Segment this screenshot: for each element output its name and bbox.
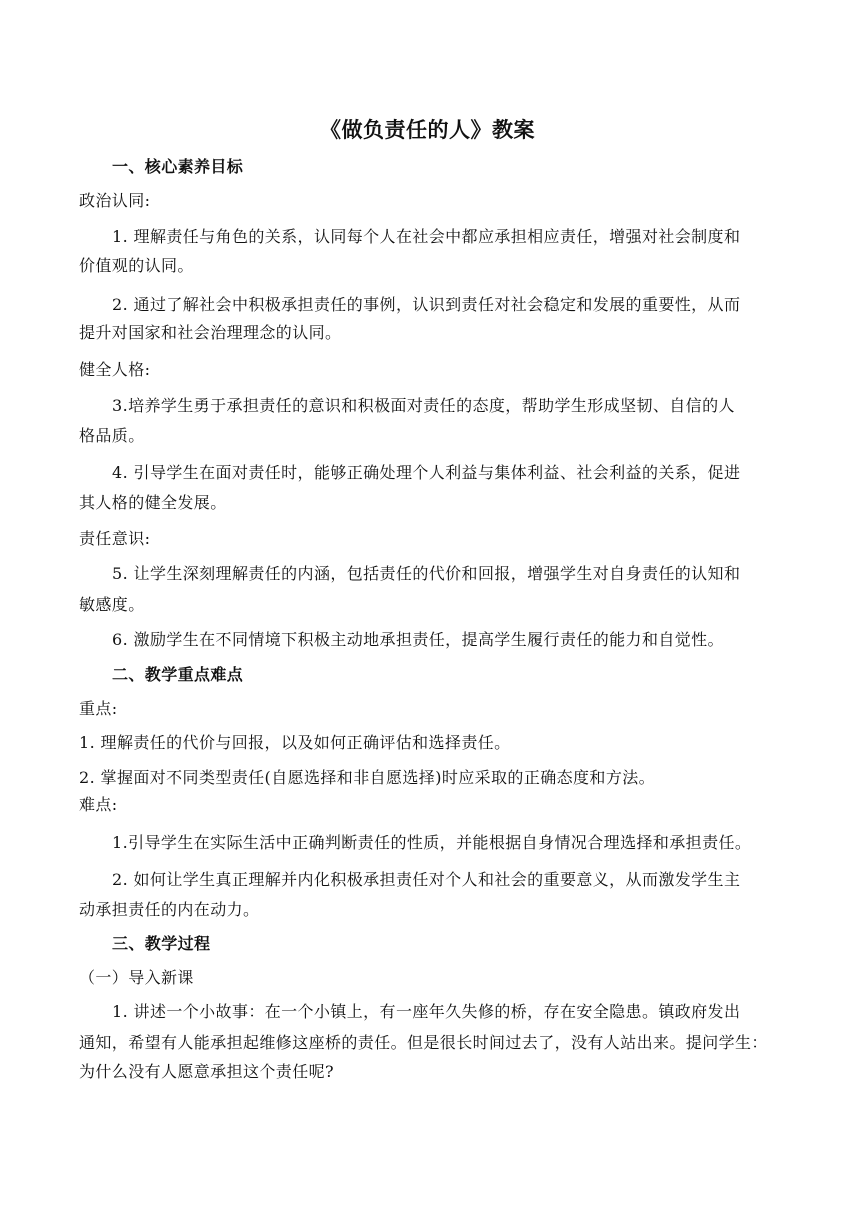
group-label: 健全人格: [79,360,151,379]
document-title: 《做负责任的人》教案 [320,118,535,142]
paragraph-line: 2. 掌握面对不同类型责任(自愿选择和非自愿选择)时应采取的正确态度和方法。 [79,768,656,787]
paragraph-line: 2. 通过了解社会中积极承担责任的事例，认识到责任对社会稳定和发展的重要性，从而 [112,295,741,314]
group-label: 政治认同: [79,191,151,210]
paragraph-line: 其人格的健全发展。 [79,493,227,512]
paragraph-line: 通知，希望有人能承担起维修这座桥的责任。但是很长时间过去了，没有人站出来。提问学生： [79,1033,768,1052]
paragraph-line: 提升对国家和社会治理理念的认同。 [79,323,342,342]
paragraph-line: 1. 理解责任的代价与回报，以及如何正确评估和选择责任。 [79,733,511,752]
paragraph-line: 1. 理解责任与角色的关系，认同每个人在社会中都应承担相应责任，增强对社会制度和 [112,227,741,246]
paragraph-line: 1. 讲述一个小故事：在一个小镇上，有一座年久失修的桥，存在安全隐患。镇政府发出 [112,1002,741,1021]
paragraph-line: 2. 如何让学生真正理解并内化积极承担责任对个人和社会的重要意义，从而激发学生主 [112,870,741,889]
paragraph-line: 动承担责任的内在动力。 [79,900,260,919]
paragraph-line: 6. 激励学生在不同情境下积极主动地承担责任，提高学生履行责任的能力和自觉性。 [112,630,724,649]
section-heading: 一、核心素养目标 [112,157,244,176]
group-label: 难点: [79,795,118,814]
paragraph-line: 敏感度。 [79,595,145,614]
paragraph-line: 3.培养学生勇于承担责任的意识和积极面对责任的态度，帮助学生形成坚韧、自信的人 [112,396,735,415]
group-label: 责任意识: [79,529,151,548]
paragraph-line: 价值观的认同。 [79,256,194,275]
paragraph-line: 格品质。 [79,426,145,445]
paragraph-line: 5. 让学生深刻理解责任的内涵，包括责任的代价和回报，增强学生对自身责任的认知和 [112,564,741,583]
paragraph-line: 1.引导学生在实际生活中正确判断责任的性质，并能根据自身情况合理选择和承担责任。 [112,833,752,852]
paragraph-line: 4. 引导学生在面对责任时，能够正确处理个人利益与集体利益、社会利益的关系，促进 [112,463,741,482]
section-heading: 二、教学重点难点 [112,665,244,684]
group-label: （一）导入新课 [79,968,194,987]
section-heading: 三、教学过程 [112,934,211,953]
paragraph-line: 为什么没有人愿意承担这个责任呢? [79,1062,334,1081]
group-label: 重点: [79,699,118,718]
